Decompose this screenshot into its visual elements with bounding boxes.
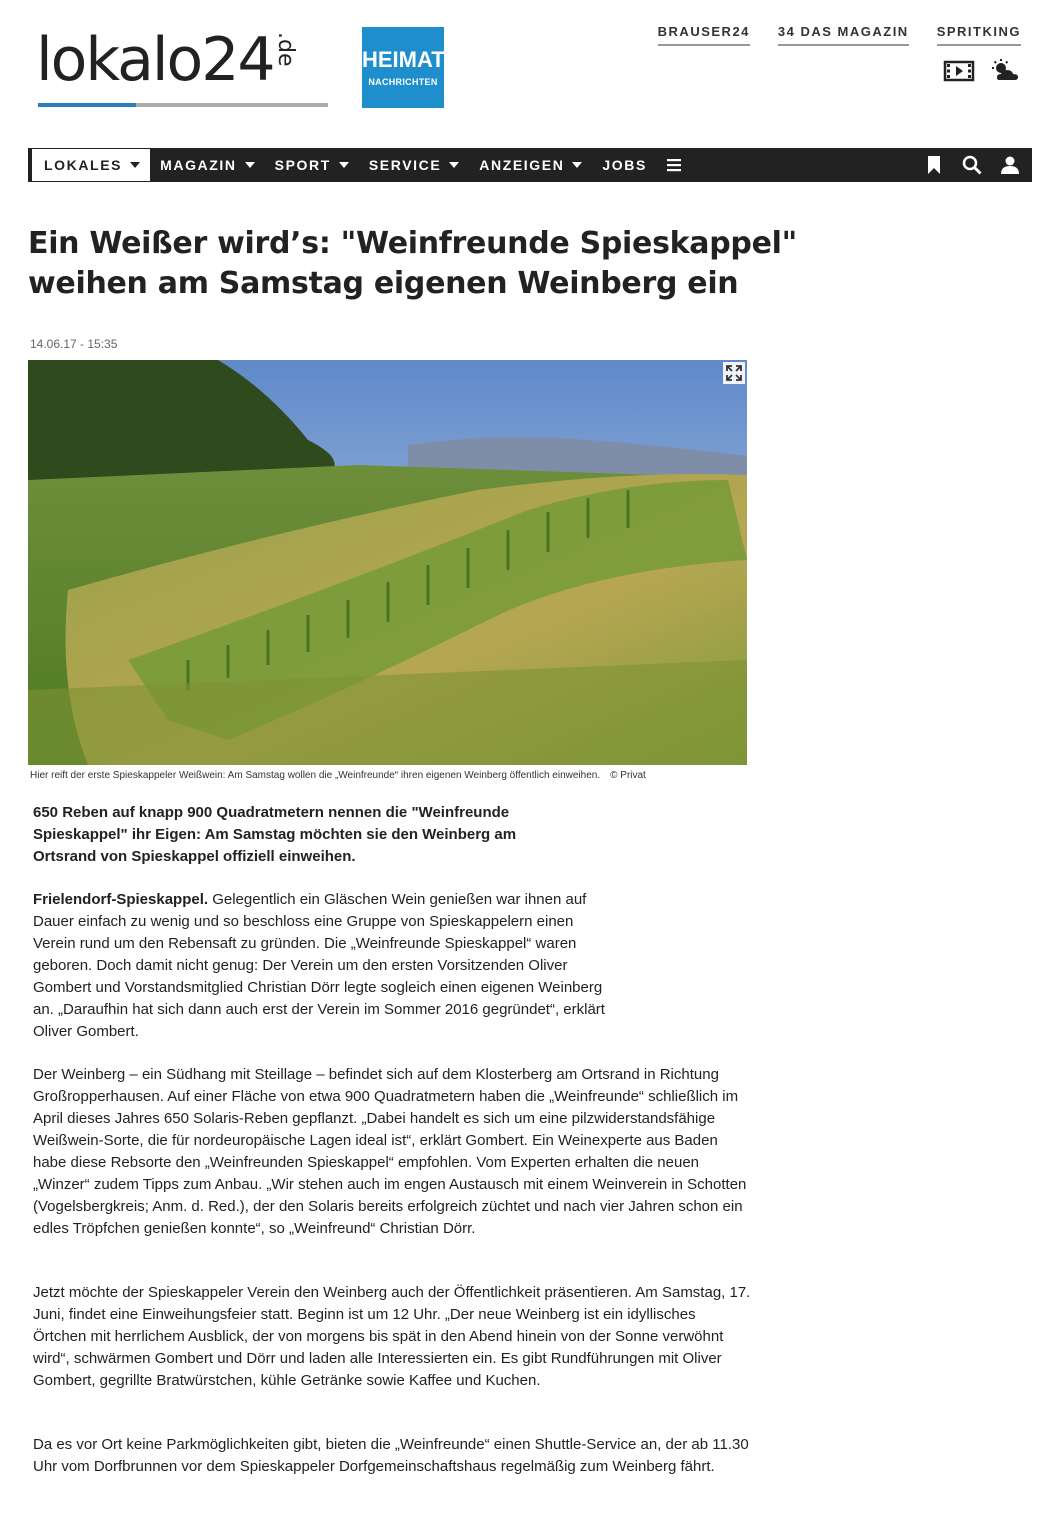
image-caption [30, 770, 646, 781]
nav-right-icons [924, 155, 1032, 175]
nav-label-sport: SPORT [274, 157, 331, 173]
paragraph-1-text: Gelegentlich ein Gläschen Wein genießen war ihnen auf Dauer einfach zu wenig und so beschloss eine Gruppe von Spieskappelern einen Verein rund um den Rebensaft zu gründen. Die „Weinfreunde Spieskappel“ waren geboren. Doch damit nicht genug: Der Verein um den ersten Vorsitzenden Oliver Gombert und Vorstandsmitglied Christian Dörr legte sogleich einen eigenen Weinberg an. „Daraufhin hat sich dann auch erst der Verein im Sommer 2016 gegründet“, erklärt Oliver Gombert. [33, 891, 605, 1040]
header-icons [943, 58, 1021, 84]
article-date: 14.06.17 - 15:35 [30, 337, 118, 351]
toplink-brauser24[interactable]: BRAUSER24 [658, 24, 750, 46]
chevron-down-icon [339, 162, 349, 168]
heimat-subtitle: NACHRICHTEN [368, 77, 438, 87]
article-image[interactable] [28, 360, 747, 765]
nav-item-service[interactable] [359, 148, 469, 182]
nav-item-magazin[interactable] [150, 148, 265, 182]
nav-item-lokales[interactable] [28, 149, 150, 181]
site-logo[interactable] [36, 25, 328, 108]
top-links [658, 24, 1021, 46]
article-lead: 650 Reben auf knapp 900 Quadratmetern nennen die "Weinfreunde Spieskappel" ihr Eigen: Am Samstag möchten sie den Weinberg am Ortsrand von Spieskappel offiziell einweihen. [33, 804, 517, 865]
article-headline: Ein Weißer wird’s: "Weinfreunde Spieskappel" weihen am Samstag eigenen Weinberg ein [28, 226, 797, 301]
heimat-title: HEIMAT [362, 47, 445, 72]
weather-icon[interactable] [989, 58, 1021, 84]
film-icon[interactable] [943, 58, 975, 84]
nav-label-jobs: JOBS [602, 157, 647, 173]
logo-wordmark: lokalo24 [36, 25, 274, 95]
search-icon[interactable] [962, 155, 982, 175]
nav-label-lokales: LOKALES [44, 157, 123, 173]
nav-label-anzeigen: ANZEIGEN [479, 157, 565, 173]
user-icon[interactable] [1000, 155, 1020, 175]
toplink-spritking[interactable]: SPRITKING [937, 24, 1021, 46]
logo-suffix: .de [273, 32, 298, 67]
article-paragraph-1 [33, 889, 613, 1043]
image-credit: © Privat [610, 770, 646, 781]
article-paragraph-4: Da es vor Ort keine Parkmöglichkeiten gibt, bieten die „Weinfreunde“ einen Shuttle-Service an, der ab 11.30 Uhr vom Dorfbrunnen vor dem Spieskappeler Dorfgemeinschaftshaus regelmäßig zum Weinberg fährt. [33, 1436, 749, 1475]
nav-item-jobs[interactable] [592, 148, 657, 182]
chevron-down-icon [130, 162, 140, 168]
expand-image-icon[interactable] [723, 362, 745, 384]
chevron-down-icon [572, 162, 582, 168]
nav-item-sport[interactable] [265, 148, 359, 182]
toplink-34-das-magazin[interactable]: 34 DAS MAGAZIN [778, 24, 909, 46]
caption-text: Hier reift der erste Spieskappeler Weißwein: Am Samstag wollen die „Weinfreunde“ ihren eigenen Weinberg öffentlich einweihen. [30, 770, 601, 781]
dateline: Frielendorf-Spieskappel. [33, 891, 209, 908]
vineyard-photo [28, 360, 747, 765]
heimat-nachrichten-badge[interactable] [362, 27, 444, 108]
bookmark-icon[interactable] [924, 155, 944, 175]
menu-icon[interactable] [657, 148, 691, 182]
chevron-down-icon [245, 162, 255, 168]
main-navigation [28, 148, 1032, 182]
nav-item-anzeigen[interactable] [469, 148, 592, 182]
chevron-down-icon [449, 162, 459, 168]
article-paragraph-2: Der Weinberg – ein Südhang mit Steillage – befindet sich auf dem Klosterberg am Ortsrand in Richtung Großropperhausen. Auf einer Fläche von etwa 900 Quadratmetern haben die „Weinfreunde“ schließlich im April dieses Jahres 650 Solaris-Reben gepflanzt. „Dabei handelt es sich um eine pilzwiderstandsfähige Weißwein-Sorte, die für nordeuropäische Lagen ideal ist“, erklärt Gombert. Ein Weinexperte aus Baden habe diese Rebsorte den „Weinfreunden Spieskappel“ empfohlen. Vom Experten erhalten die neuen „Winzer“ zudem Tipps zum Anbau. „Wir stehen auch im engen Austausch mit einem Weinverein in Schotten (Vogelsbergkreis; Anm. d. Red.), der den Solaris bereits erfolgreich züchtet und nach vier Jahren schon ein edles Tröpfchen genießen konnte“, so „Weinfreund“ Christian Dörr. [33, 1066, 747, 1237]
nav-label-service: SERVICE [368, 157, 442, 173]
article-paragraph-3: Jetzt möchte der Spieskappeler Verein den Weinberg auch der Öffentlichkeit präsentieren. Am Samstag, 17. Juni, findet eine Einweihungsfeier statt. Beginn ist um 12 Uhr. „Der neue Weinberg ist ein idyllisches Örtchen mit herrlichem Ausblick, der von morgens bis spät in den Abend hinein von der Sonne verwöhnt wird“, schwärmen Gombert und Dörr und laden alle Interessierten ein. Es gibt Rundführungen mit Oliver Gombert, gegrillte Bratwürstchen, kühle Getränke sowie Kaffee und Kuchen. [33, 1284, 751, 1389]
logo-underline-accent [38, 103, 136, 107]
nav-label-magazin: MAGAZIN [160, 157, 237, 173]
